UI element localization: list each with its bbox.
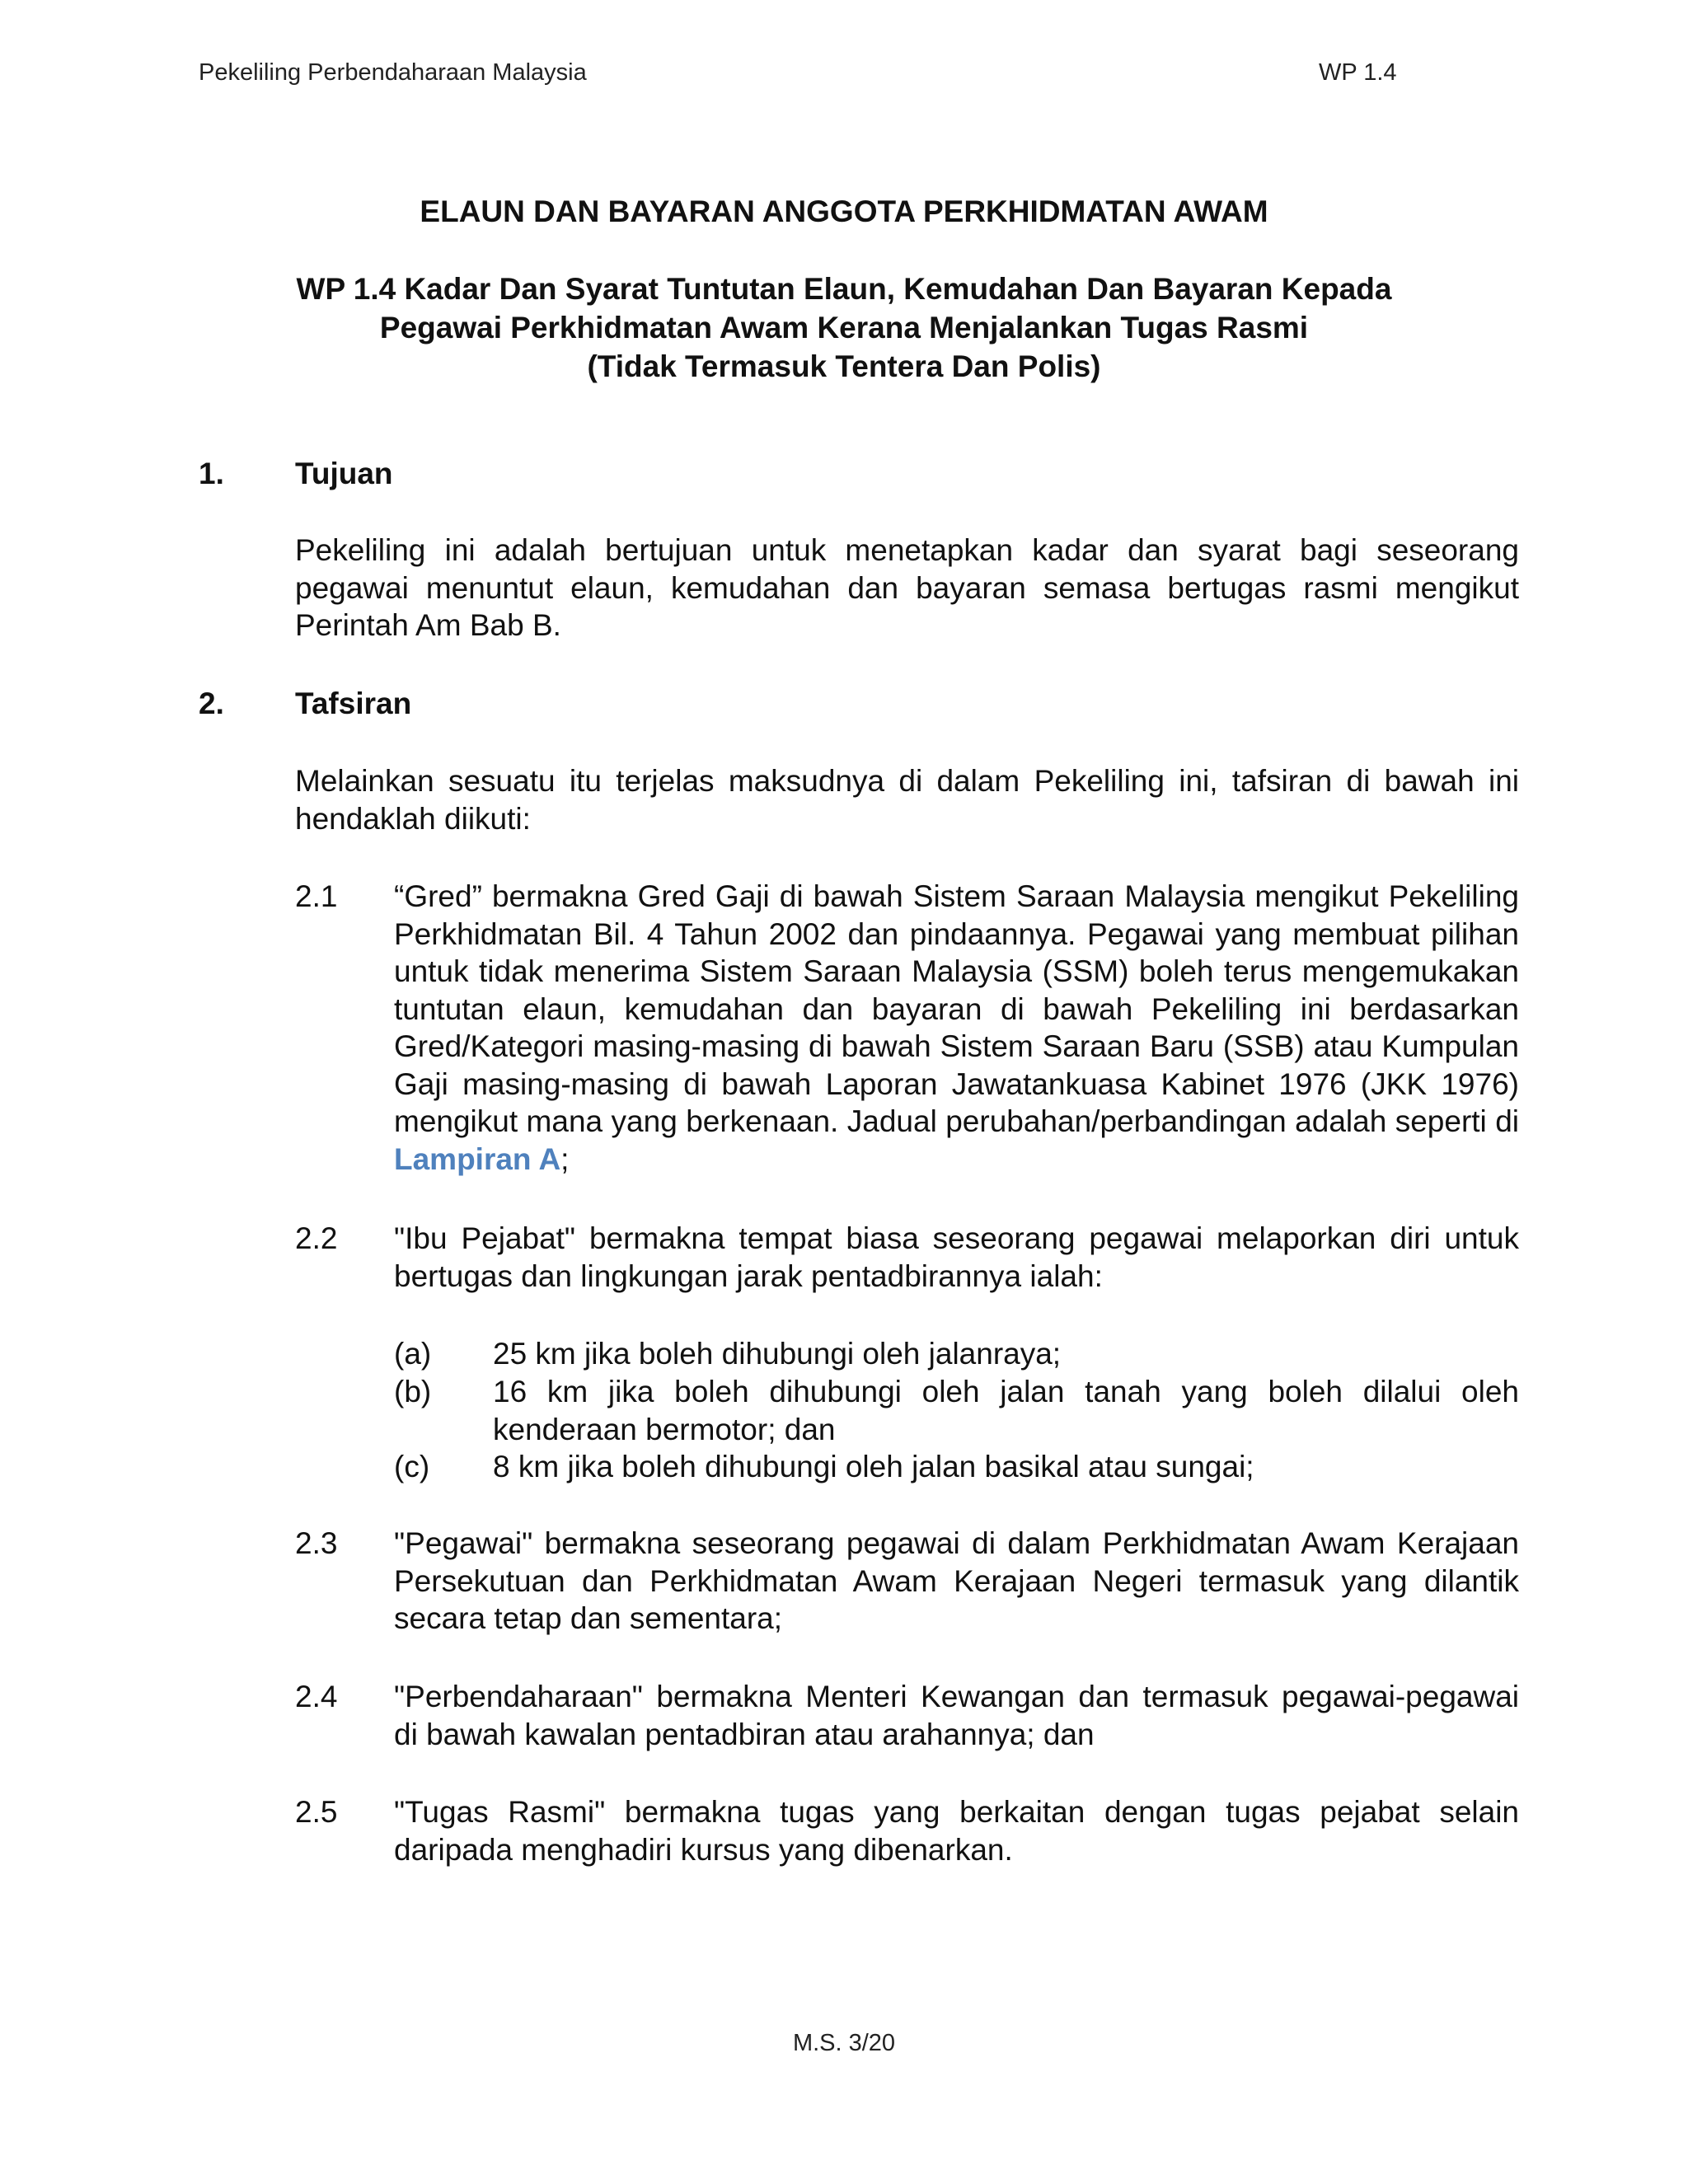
lampiran-a-link[interactable]: Lampiran A [394, 1141, 561, 1176]
item-2-3-text: "Pegawai" bermakna seseorang pegawai di dalam Perkhidmatan Awam Kerajaan Persekutuan dan Perkhidmatan Awam Kerajaan Negeri termasuk yang dilantik secara tetap dan sementara; [394, 1526, 1519, 1635]
subitem-b-text: 16 km jika boleh dihubungi oleh jalan tanah yang boleh dilalui oleh kenderaan bermotor; dan [493, 1375, 1519, 1446]
section-1-body: Pekeliling ini adalah bertujuan untuk menetapkan kadar dan syarat bagi seseorang pegawai menuntut elaun, kemudahan dan bayaran semasa bertugas rasmi mengikut Perintah Am Bab B. [295, 533, 1519, 642]
item-2-1-number: 2.1 [295, 879, 338, 913]
item-2-2-number: 2.2 [295, 1221, 338, 1255]
item-2-5-text: "Tugas Rasmi" bermakna tugas yang berkaitan dengan tugas pejabat selain daripada menghadiri kursus yang dibenarkan. [394, 1795, 1519, 1867]
section-2-number: 2. [199, 687, 224, 720]
subtitle-line-3: (Tidak Termasuk Tentera Dan Polis) [587, 349, 1101, 383]
item-2-5-number: 2.5 [295, 1795, 338, 1829]
running-header-title: Pekeliling Perbendaharaan Malaysia [199, 59, 587, 86]
running-header-code: WP 1.4 [1319, 59, 1397, 86]
subitem-a-label: (a) [394, 1337, 432, 1371]
section-1-heading: Tujuan [295, 457, 393, 490]
item-2-3-number: 2.3 [295, 1526, 338, 1560]
item-2-1-body: “Gred” bermakna Gred Gaji di bawah Sistem Saraan Malaysia mengikut Pekeliling Perkhidmatan Bil. 4 Tahun 2002 dan pindaannya. Pegawai yang membuat pilihan untuk tidak menerima Sistem Saraan Malaysia (SSM) boleh terus mengemukakan tuntutan elaun, kemudahan dan bayaran di bawah Pekeliling ini berdasarkan Gred/Kategori masing-masing di bawah Sistem Saraan Baru (SSB) atau Kumpulan Gaji masing-masing di bawah Laporan Jawatankuasa Kabinet 1976 (JKK 1976) mengikut mana yang berkenaan. Jadual perubahan/perbandingan adalah seperti di [394, 879, 1519, 1138]
subitem-c-label: (c) [394, 1450, 430, 1483]
page-number: M.S. 3/20 [792, 2030, 896, 2056]
subitem-c-text: 8 km jika boleh dihubungi oleh jalan basikal atau sungai; [493, 1450, 1254, 1483]
item-2-1-suffix: ; [560, 1141, 570, 1176]
section-2-body: Melainkan sesuatu itu terjelas maksudnya di dalam Pekeliling ini, tafsiran di bawah ini hendaklah diikuti: [295, 764, 1519, 836]
section-2-heading: Tafsiran [295, 687, 412, 720]
item-2-2-text: "Ibu Pejabat" bermakna tempat biasa seseorang pegawai melaporkan diri untuk bertugas dan lingkungan jarak pentadbirannya ialah: [394, 1221, 1519, 1293]
subtitle-line-1: WP 1.4 Kadar Dan Syarat Tuntutan Elaun, Kemudahan Dan Bayaran Kepada [296, 272, 1392, 306]
item-2-4-number: 2.4 [295, 1680, 338, 1713]
item-2-4-text: "Perbendaharaan" bermakna Menteri Kewangan dan termasuk pegawai-pegawai di bawah kawalan pentadbiran atau arahannya; dan [394, 1680, 1519, 1751]
document-subtitle [0, 269, 1688, 386]
subitem-a-text: 25 km jika boleh dihubungi oleh jalanraya; [493, 1337, 1062, 1371]
subitem-b-label: (b) [394, 1375, 432, 1408]
document-title: ELAUN DAN BAYARAN ANGGOTA PERKHIDMATAN AWAM [420, 194, 1268, 228]
section-1-number: 1. [199, 457, 224, 490]
item-2-1-text [394, 878, 1519, 1178]
subtitle-line-2: Pegawai Perkhidmatan Awam Kerana Menjalankan Tugas Rasmi [379, 311, 1309, 344]
